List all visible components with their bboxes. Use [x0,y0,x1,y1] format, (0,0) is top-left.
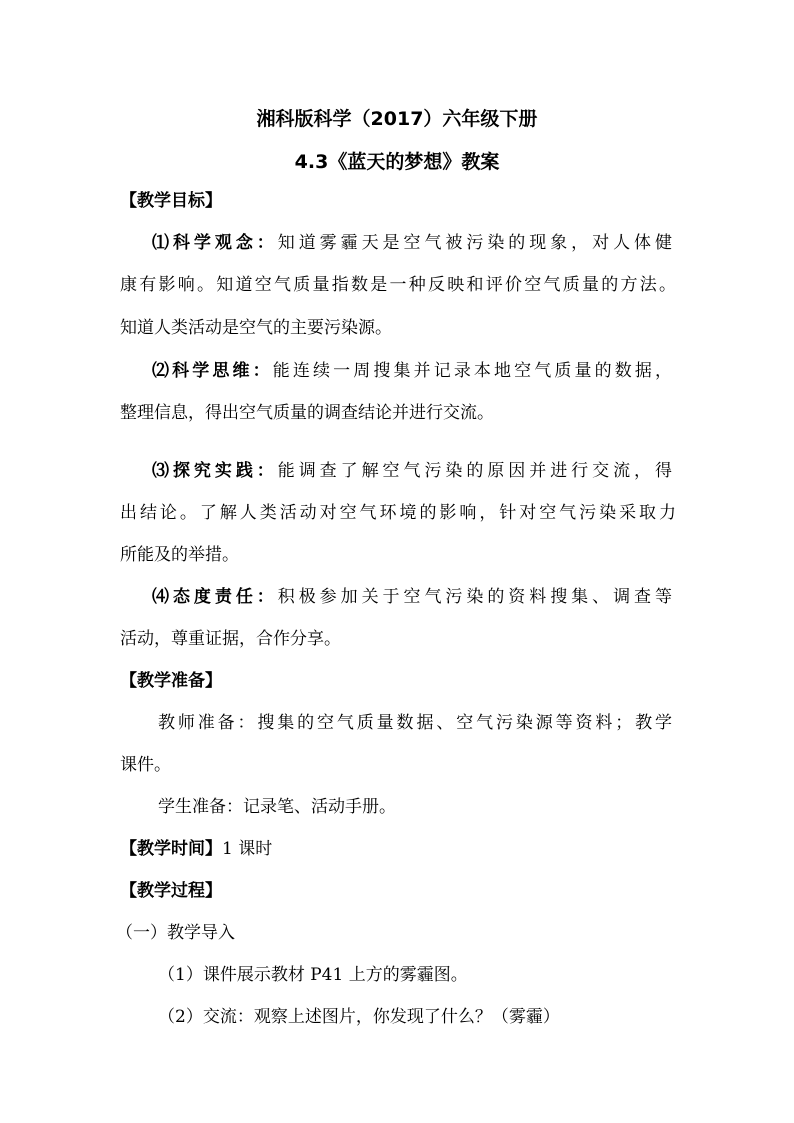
objective-3-line-3: 所能及的举措。 [120,545,239,565]
objectives-heading: 【教学目标】 [120,191,222,211]
objective-3-label: ⑶探究实践： [152,461,278,481]
objective-4-line-2: 活动，尊重证据，合作分享。 [120,629,341,649]
objective-3-text: 能调查了解空气污染的原因并进行交流，得 [277,461,672,481]
teaching-time [120,837,272,861]
objective-2-line-2: 整理信息，得出空气质量的调查结论并进行交流。 [120,403,494,423]
objective-1-line-3: 知道人类活动是空气的主要污染源。 [120,318,392,338]
process-section-1: （一）教学导入 [116,923,235,943]
document-subtitle: 4.3《蓝天的梦想》教案 [294,151,500,173]
objective-1-line-2: 康有影响。知道空气质量指数是一种反映和评价空气质量的方法。 [120,275,676,295]
objective-3-line-1 [152,459,672,483]
teacher-preparation-line-2: 课件。 [120,755,171,775]
objective-4-line-1 [152,585,672,609]
objective-1-text: 知道雾霾天是空气被污染的现象，对人体健 [277,233,672,253]
objective-1-line-1 [152,231,672,255]
objective-4-text: 积极参加关于空气污染的资料搜集、调查等 [277,587,672,607]
objective-2-line-1 [152,359,672,383]
process-step-1: （1）课件展示教材 P41 上方的雾霾图。 [158,965,468,985]
objective-3-line-2: 出结论。了解人类活动对空气环境的影响，针对空气污染采取力 [120,503,676,523]
preparation-heading: 【教学准备】 [120,671,222,691]
objective-4-label: ⑷态度责任： [152,587,278,607]
teacher-preparation-line-1: 教师准备：搜集的空气质量数据、空气污染源等资料；教学 [158,713,672,733]
student-preparation: 学生准备：记录笔、活动手册。 [158,797,396,817]
objective-2-text: 能连续一周搜集并记录本地空气质量的数据， [272,361,673,381]
time-heading: 【教学时间】 [120,839,222,859]
objective-1-label: ⑴科学观念： [152,233,278,253]
objective-2-label: ⑵科学思维： [152,361,273,381]
time-value: 1 课时 [222,839,273,859]
process-step-2: （2）交流：观察上述图片，你发现了什么？（雾霾） [158,1007,560,1027]
process-heading: 【教学过程】 [120,881,222,901]
document-title: 湘科版科学（2017）六年级下册 [256,108,538,130]
